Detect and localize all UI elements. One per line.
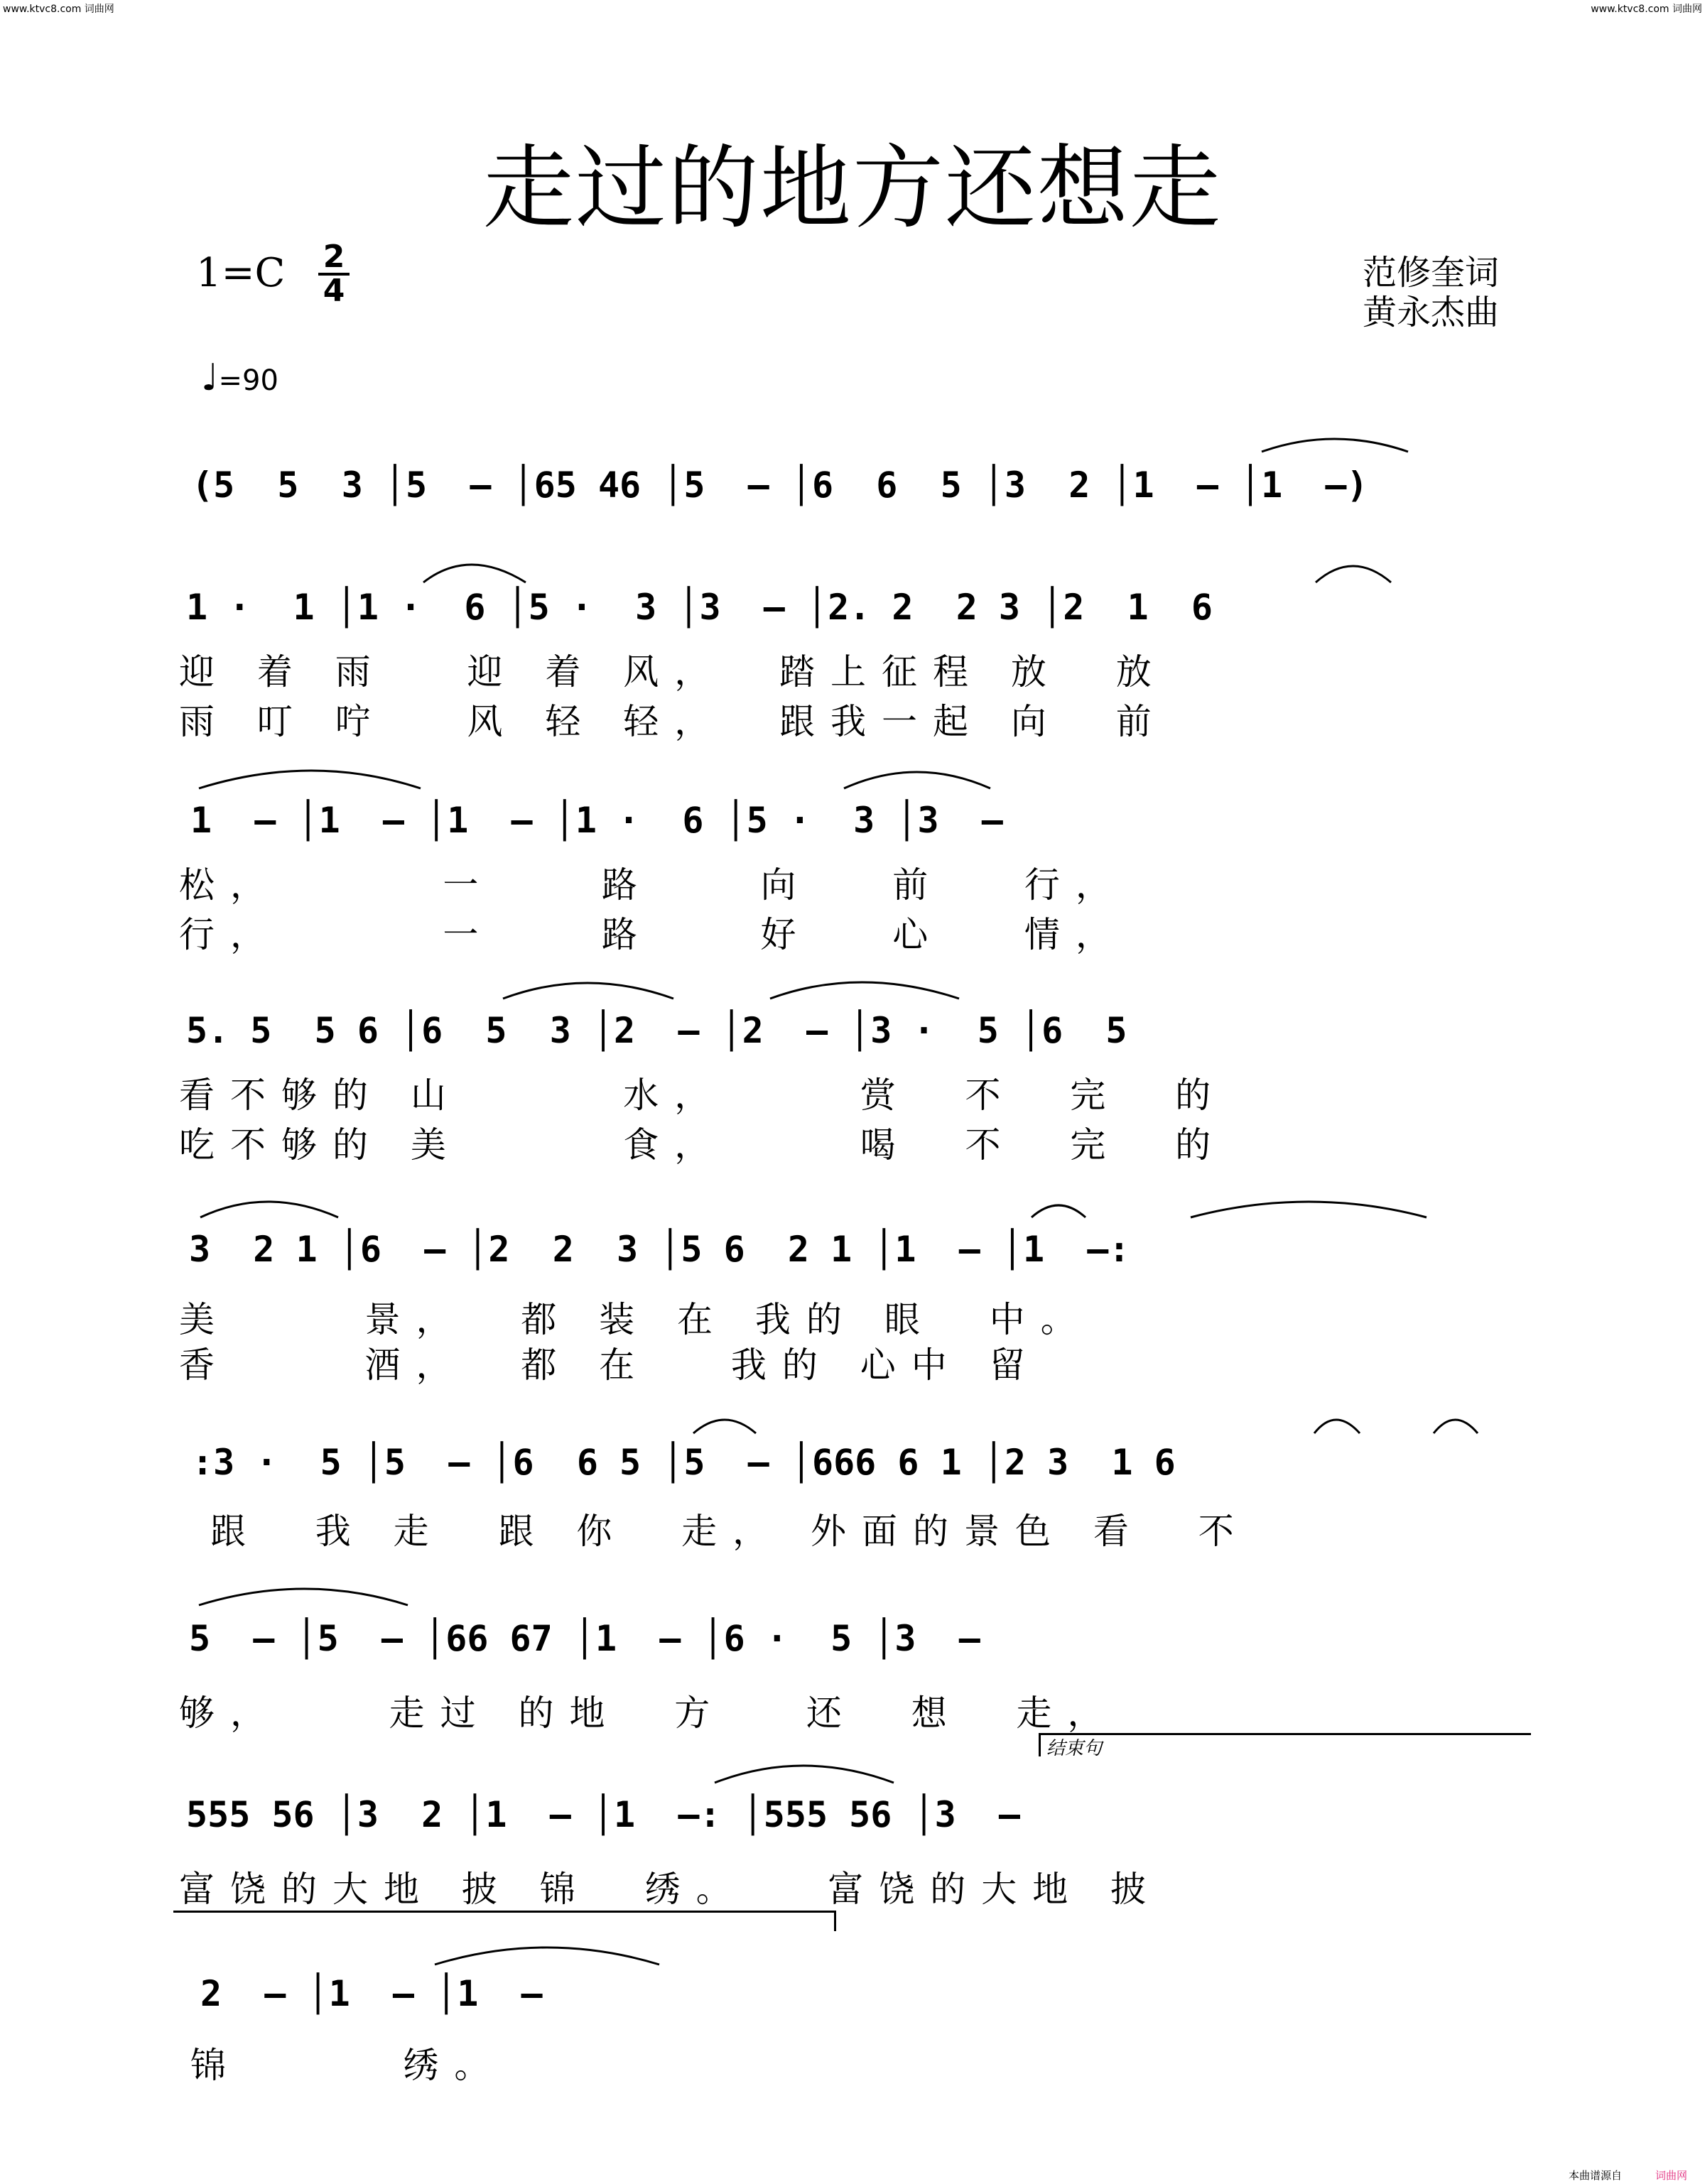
time-signature-bottom: 4: [323, 273, 345, 309]
system-4-lyrics-2: 吃不够的 美 食， 喝 不 完 的: [179, 1124, 1227, 1166]
system-2-notes: 1 · 1 │1 · 6 │5 · 3 │3 – │2. 2 2 3 │2 1 6: [186, 587, 1213, 628]
quarter-note-icon: ♩: [201, 357, 219, 399]
system-4-notes: 5. 5 5 6 │6 5 3 │2 – │2 – │3 · 5 │6 5: [186, 1010, 1127, 1051]
tie-s7-a: [199, 1589, 408, 1605]
system-6-lyrics-1: 跟 我 走 跟 你 走， 外面的景色 看 不: [210, 1511, 1250, 1552]
tempo-value: =90: [218, 364, 278, 397]
slur-s6-c: [1434, 1420, 1478, 1433]
tie-intro: [1262, 439, 1408, 452]
system-5-notes: 3 2 1 │6 – │2 2 3 │5 6 2 1 │1 – │1 –:: [189, 1229, 1130, 1270]
watermark-bottom-left: 本曲谱源自: [1569, 2169, 1623, 2182]
slur-s2-b: [1316, 566, 1391, 582]
system-7-notes: 5 – │5 – │66 67 │1 – │6 · 5 │3 –: [189, 1618, 980, 1659]
tie-s9-a: [435, 1947, 659, 1965]
slur-s2-a: [423, 565, 526, 582]
system-1-notes: (5 5 3 │5 – │65 46 │5 – │6 6 5 │3 2 │1 – │1 –): [192, 464, 1368, 506]
coda-label: 结束句: [1046, 1738, 1103, 1759]
time-signature-top: 2: [318, 241, 350, 276]
system-2-lyrics-2: 雨 叮 咛 风 轻 轻， 跟我一起 向 前: [179, 701, 1167, 742]
tie-s3-a: [199, 771, 421, 788]
tie-s8-a: [715, 1766, 894, 1783]
system-3-lyrics-2: 行， 一 路 好 心 情，: [179, 914, 1127, 955]
system-7-lyrics-1: 够， 走过 的地 方 还 想 走，: [179, 1693, 1119, 1734]
slur-s5-a: [200, 1202, 338, 1217]
watermark-top-left: www.ktvc8.com 词曲网: [3, 4, 114, 15]
lyricist: 范修奎词: [1363, 253, 1500, 293]
slur-s5-b: [1032, 1205, 1086, 1217]
composer: 黄永杰曲: [1363, 293, 1500, 332]
slur-s6-a: [693, 1420, 756, 1433]
system-5-lyrics-1: 美 景， 都 装 在 我的 眼 中。: [179, 1299, 1092, 1340]
watermark-bottom-right: 词曲网: [1655, 2169, 1688, 2182]
slur-s6-b: [1314, 1420, 1360, 1433]
system-2-lyrics-1: 迎 着 雨 迎 着 风， 踏上征程 放 放: [179, 651, 1167, 692]
system-6-notes: :3 · 5 │5 – │6 6 5 │5 – │666 6 1 │2 3 1 6: [192, 1442, 1176, 1483]
system-8-notes: 555 56 │3 2 │1 – │1 –: │555 56 │3 –: [186, 1794, 1020, 1835]
tie-s4-b: [770, 982, 959, 999]
tie-s5-c: [1191, 1202, 1427, 1217]
key-signature: 1=C: [196, 250, 286, 296]
system-5-lyrics-2: 香 酒， 都 在 我的 心中 留: [179, 1344, 1041, 1386]
system-3-lyrics-1: 松， 一 路 向 前 行，: [179, 864, 1127, 906]
song-title: 走过的地方还想走: [482, 136, 1222, 241]
watermark-top-right: www.ktvc8.com 词曲网: [1591, 4, 1702, 15]
system-9-notes: 2 – │1 – │1 –: [200, 1973, 543, 2014]
system-8-lyrics-1: 富饶的大地 披 锦 绣。 富饶的大地 披: [179, 1869, 1162, 1910]
system-4-lyrics-1: 看不够的 山 水， 赏 不 完 的: [179, 1075, 1227, 1116]
slur-s3-b: [844, 772, 990, 788]
system-9-lyrics-1: 锦 绣。: [190, 2045, 506, 2086]
slur-s4-a: [503, 983, 673, 999]
system-3-notes: 1 – │1 – │1 – │1 · 6 │5 · 3 │3 –: [190, 800, 1003, 841]
